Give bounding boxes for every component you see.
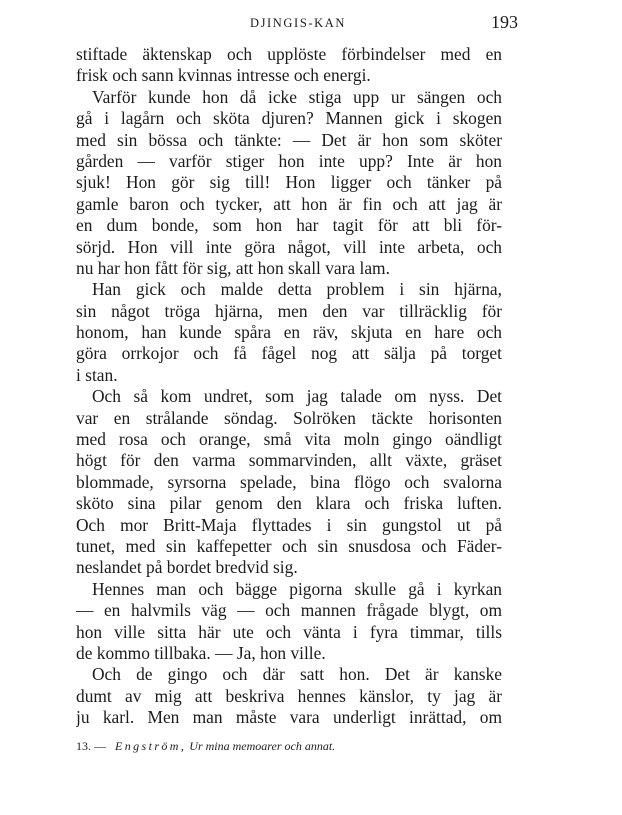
text-line: med rosa och orange, små vita moln gingo oändligt	[76, 429, 502, 450]
text-line: sjuk! Hon gör sig till! Hon ligger och tänker på	[76, 172, 502, 193]
signature-mark: 13. —	[76, 739, 106, 753]
text-line: neslandet på bordet bredvid sig.	[76, 557, 298, 578]
text-line: blommade, syrsorna spelade, bina flögo och svalorna	[76, 471, 502, 492]
text-line: var en strålande söndag. Solröken täckte horisonten	[76, 407, 502, 428]
text-line: — en halvmils väg — och mannen frågade blygt, om	[76, 600, 502, 621]
text-line: nu har hon fått för sig, att hon skall vara lam.	[76, 257, 390, 278]
text-line: stiftade äktenskap och upplöste förbindelser med en	[76, 44, 502, 64]
text-line: hon ville sitta här ute och vänta i fyra timmar, tills	[76, 621, 502, 642]
text-line: Och så kom undret, som jag talade om nyss. Det	[92, 386, 502, 407]
page-header	[78, 10, 518, 40]
text-line: frisk och sann kvinnas intresse och energi.	[76, 65, 371, 86]
footnote-author: Engström,	[115, 739, 187, 753]
text-line: gården — varför stiger hon inte upp? Inte är hon	[76, 150, 502, 171]
page-number: 193	[491, 12, 518, 32]
body-text	[76, 44, 502, 729]
text-line: gamle baron och tycker, att hon är fin och att jag är	[76, 193, 502, 214]
text-line: göra orrkojor och få fågel nog att sälja på torget	[76, 343, 502, 364]
text-line: Han gick och malde detta problem i sin hjärna,	[92, 279, 502, 300]
text-line: gå i lagårn och sköta djuren? Mannen gick i skogen	[76, 108, 502, 129]
footnote-title: Ur mina memoarer och annat.	[189, 739, 336, 753]
text-line: Varför kunde hon då icke stiga upp ur sängen och	[92, 86, 502, 107]
text-line: en dum bonde, som hon har tagit för att bli för-	[76, 215, 502, 236]
text-line: Och de gingo och där satt hon. Det är kanske	[92, 664, 502, 685]
text-line: Hennes man och bägge pigorna skulle gå i kyrkan	[92, 578, 502, 599]
text-line: sin något tröga hjärna, men den var tillräcklig för	[76, 300, 502, 321]
text-line: honom, han kunde spåra en räv, skjuta en hare och	[76, 322, 502, 343]
text-line: i stan.	[76, 364, 118, 385]
text-line: ju karl. Men man måste vara underligt inrättad, om	[76, 707, 502, 728]
text-line: med sin bössa och tänkte: — Det är hon som sköter	[76, 129, 502, 150]
signature-footnote	[76, 739, 476, 754]
text-line: de kommo tillbaka. — Ja, hon ville.	[76, 642, 326, 663]
text-line: dumt av mig att beskriva hennes känslor, ty jag är	[76, 685, 502, 706]
running-head: DJINGIS-KAN	[249, 16, 347, 30]
text-line: högt för den varma sommarvinden, allt växte, gräset	[76, 450, 502, 471]
text-line: tunet, med sin kaffepetter och sin snusdosa och Fäder-	[76, 535, 502, 556]
text-line: sörjd. Hon vill inte göra något, vill inte arbeta, och	[76, 236, 502, 257]
text-line: sköto sina pilar genom den klara och friska luften.	[76, 493, 502, 514]
text-line: Och mor Britt-Maja flyttades i sin gungstol ut på	[76, 514, 502, 535]
